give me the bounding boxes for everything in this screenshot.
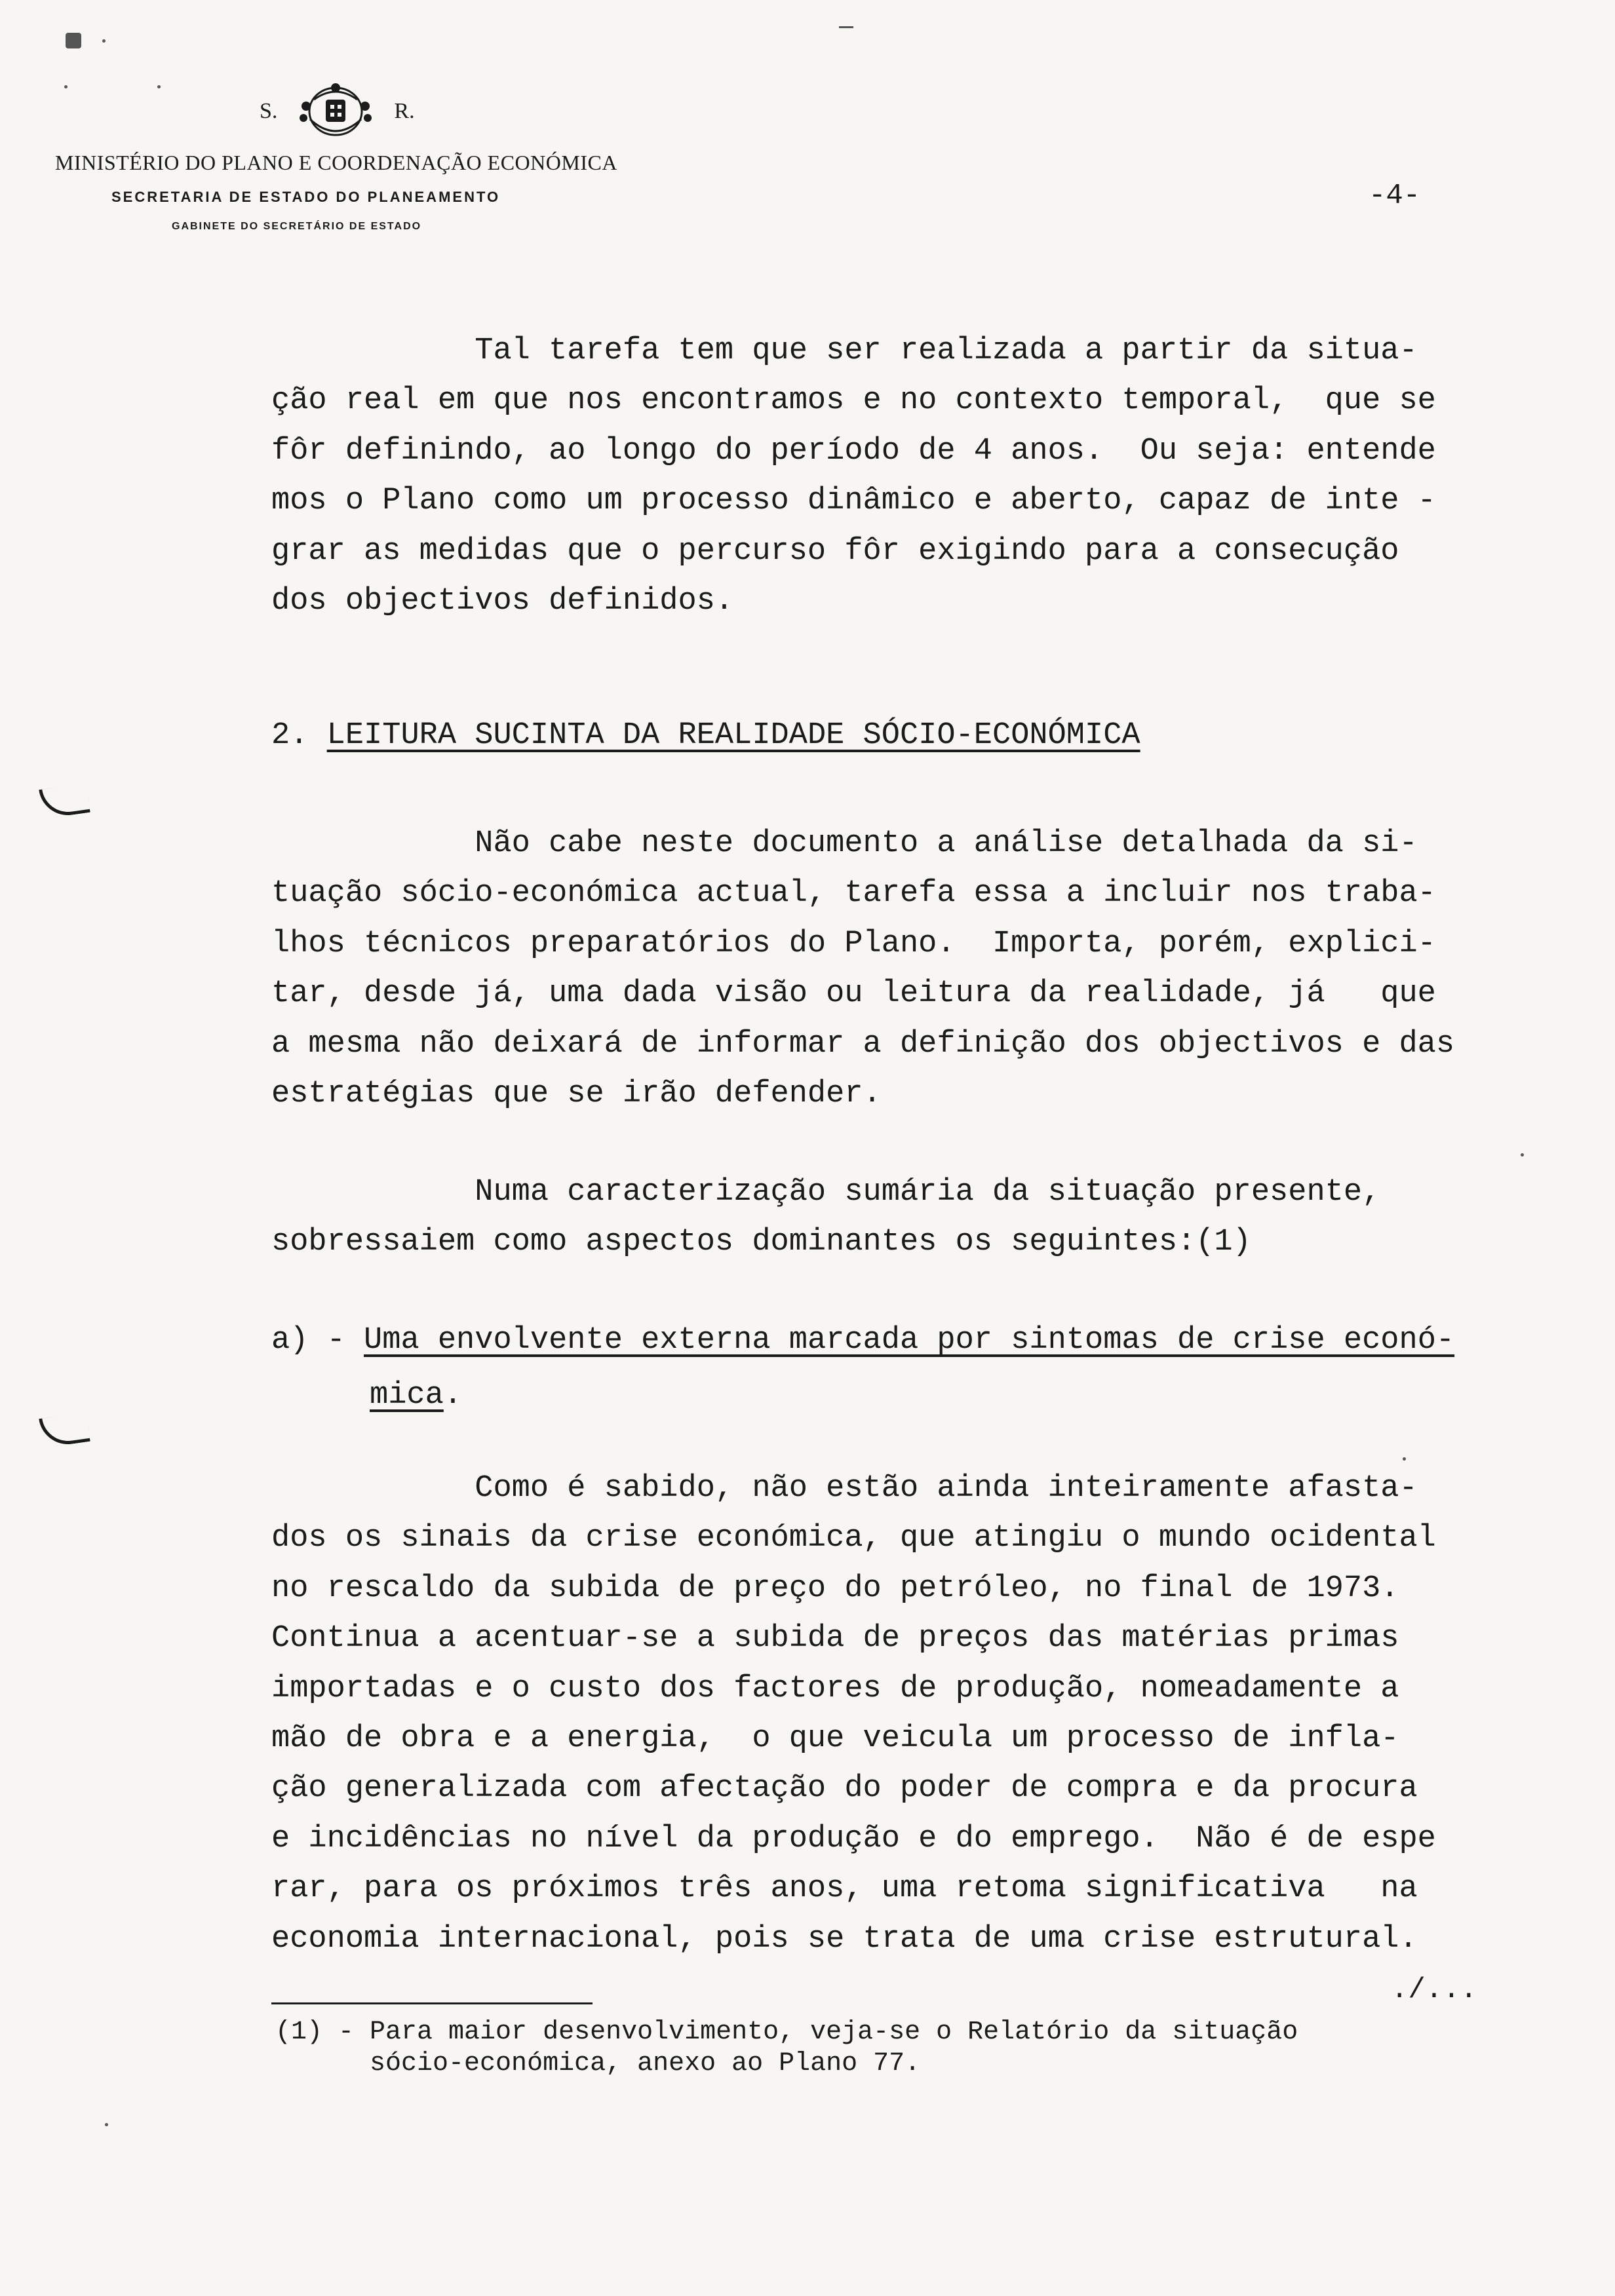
letterhead-right-initial: R. bbox=[394, 99, 415, 123]
footnote-divider bbox=[271, 2002, 593, 2004]
page-number: -4- bbox=[1369, 180, 1421, 212]
scan-speck bbox=[1403, 1457, 1406, 1461]
section-title: LEITURA SUCINTA DA REALIDADE SÓCIO-ECONÓMICA bbox=[326, 718, 1140, 753]
ministry-name: MINISTÉRIO DO PLANO E COORDENAÇÃO ECONÓMICA bbox=[55, 151, 617, 174]
coat-of-arms-icon bbox=[294, 80, 377, 143]
section-number: 2. bbox=[271, 718, 327, 753]
footnote: (1) - Para maior desenvolvimento, veja-se o Relatório da situação sócio-económica, anexo ao Plano 77. bbox=[275, 2018, 1298, 2078]
cabinet-name: GABINETE DO SECRETÁRIO DE ESTADO bbox=[172, 221, 422, 232]
item-a-label: a) - bbox=[271, 1323, 364, 1358]
paragraph-2: Não cabe neste documento a análise detalhada da si- tuação sócio-económica actual, tarefa essa a incluir nos traba- lhos técnicos preparatórios do Plano. Importa, porém, explici- tar, desde já, uma dada visão ou leitura da realidade, já que a mesma não deixará de informar a definição dos objectivos e das estratégias que se irão defender. bbox=[271, 826, 1455, 1112]
scan-speck bbox=[64, 85, 68, 88]
paragraph-1: Tal tarefa tem que ser realizada a partir da situa- ção real em que nos encontramos e no contexto temporal, que se fôr definindo, ao longo do período de 4 anos. Ou seja: entende mos o Plano como um processo dinâmico e aberto, capaz de inte - grar as medidas que o percurso fôr exigindo para a consecução dos objectivos definidos. bbox=[271, 334, 1436, 619]
continuation-mark: ./... bbox=[1391, 1974, 1478, 2006]
binder-hole-mark bbox=[39, 1412, 90, 1448]
scan-speck bbox=[157, 85, 161, 88]
item-a-period: . bbox=[443, 1378, 463, 1413]
letterhead-seal-row bbox=[260, 80, 415, 143]
item-a-title-line2: mica bbox=[370, 1378, 444, 1413]
item-a-title-line1: Uma envolvente externa marcada por sintomas de crise econó- bbox=[364, 1323, 1455, 1358]
scan-speck bbox=[102, 39, 106, 43]
scan-speck bbox=[105, 2123, 108, 2126]
scan-speck bbox=[1521, 1153, 1524, 1157]
list-item-a bbox=[271, 1313, 1454, 1423]
letterhead-left-initial: S. bbox=[260, 99, 278, 123]
ink-mark bbox=[66, 33, 81, 48]
binder-hole-mark bbox=[39, 783, 90, 819]
section-heading bbox=[271, 718, 1140, 753]
paragraph-4: Como é sabido, não estão ainda inteiramente afasta- dos os sinais da crise económica, que atingiu o mundo ocidental no rescaldo da subida de preço do petróleo, no final de 1973. Continua a acentuar-se a subida de preços das matérias primas importadas e o custo dos factores de produção, nomeadamente a mão de obra e a energia, o que veicula um processo de infla- ção generalizada com afectação do poder de compra e da procura e incidências no nível da produção e do emprego. Não é de espe rar, para os próximos três anos, uma retoma significativa na economia internacional, pois se trata de uma crise estrutural. bbox=[271, 1471, 1436, 1957]
secretariat-name: SECRETARIA DE ESTADO DO PLANEAMENTO bbox=[111, 189, 501, 205]
paragraph-3: Numa caracterização sumária da situação presente, sobressaiem como aspectos dominantes os seguintes:(1) bbox=[271, 1175, 1381, 1260]
scan-speck bbox=[839, 26, 853, 28]
